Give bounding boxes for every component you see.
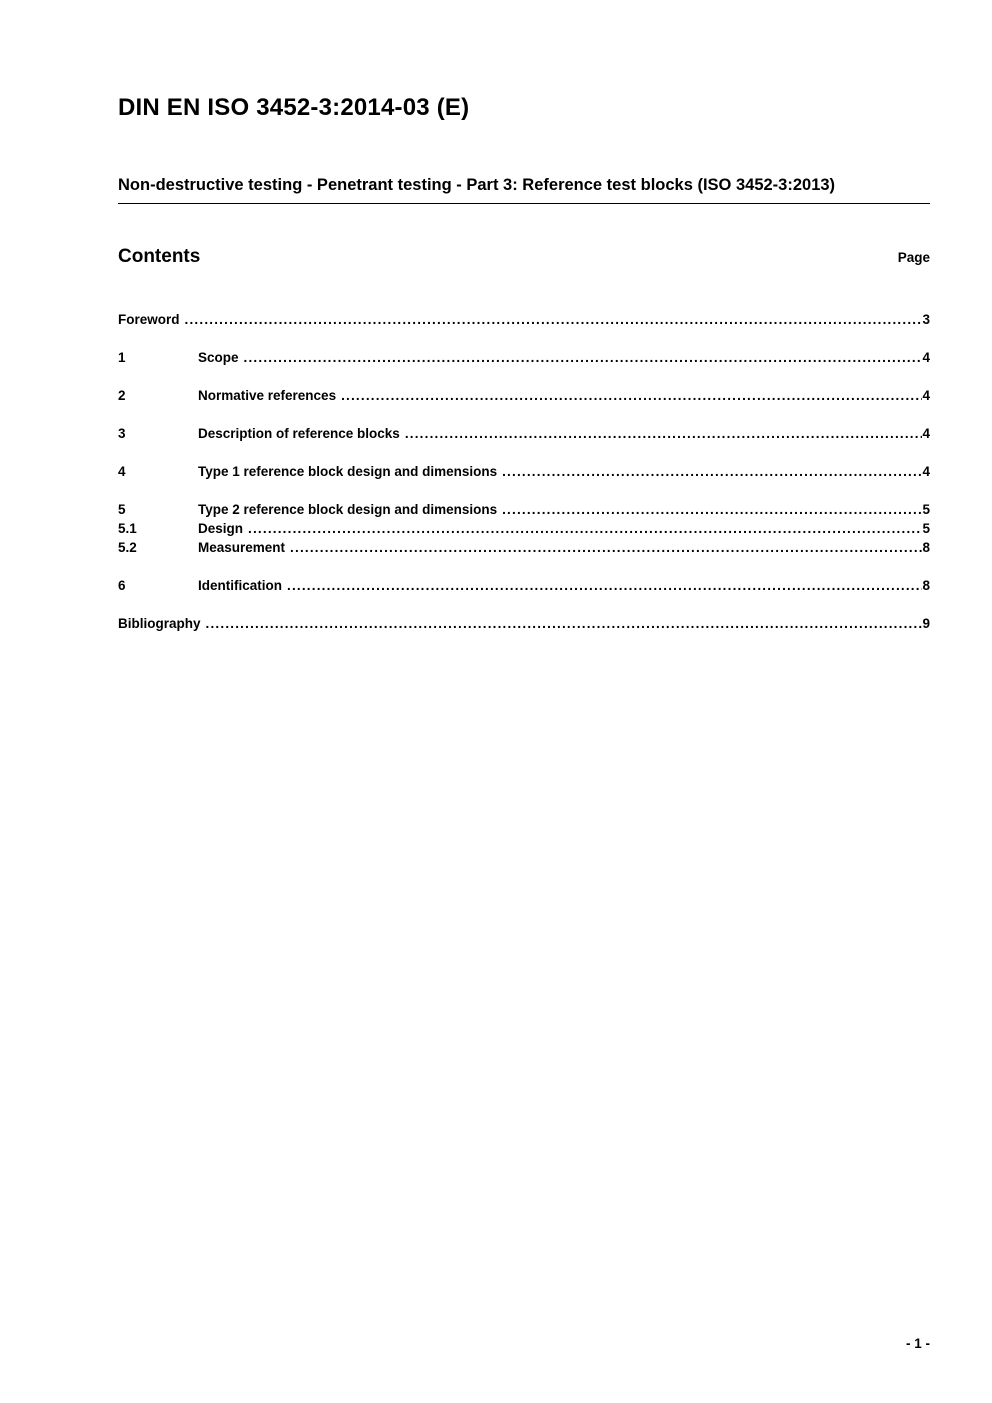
toc-leader-dots [206,614,923,633]
toc-entry-page: 4 [922,388,930,403]
toc-leader-dots [290,538,922,557]
toc-entry-page: 8 [922,578,930,593]
toc-entry-number: 1 [118,350,126,365]
toc-entry-title: Bibliography [118,616,201,631]
toc-entry [118,614,930,633]
toc-entry-number: 4 [118,464,126,479]
toc-entry-page: 4 [922,464,930,479]
toc-entry-number: 3 [118,426,126,441]
toc-entry [118,500,930,519]
toc-entry-number: 2 [118,388,126,403]
contents-heading: Contents [118,246,201,267]
toc-entry [118,424,930,443]
toc-entry [118,576,930,595]
toc-entry-title: Design [198,521,244,536]
toc-leader-dots [244,348,923,367]
toc-entry-page: 4 [922,350,930,365]
toc-entry-page: 3 [922,312,930,327]
page-number-footer: - 1 - [905,1336,930,1351]
toc-entry [118,310,930,329]
toc-leader-dots [502,462,922,481]
toc-entry-title: Identification [198,578,282,593]
toc-entry-title: Type 2 reference block design and dimensions [198,502,498,517]
toc-leader-dots [502,500,922,519]
page-content [118,0,930,633]
toc-leader-dots [405,424,923,443]
toc-entry [118,462,930,481]
contents-header [118,246,930,268]
title-rule [118,203,930,204]
toc-leader-dots [341,386,922,405]
toc-leader-dots [185,310,923,329]
document-title: Non-destructive testing - Penetrant testing - Part 3: Reference test blocks (ISO 3452-3:2013) [118,176,836,194]
toc-entry-page: 5 [922,502,930,517]
toc-entry-title: Measurement [198,540,286,555]
toc-entry [118,348,930,367]
toc-leader-dots [287,576,922,595]
toc-entry-title: Type 1 reference block design and dimensions [198,464,498,479]
toc-entry-title: Foreword [118,312,180,327]
page-column-label: Page [897,250,930,265]
toc-leader-dots [248,519,922,538]
toc-entry [118,519,930,538]
toc-entry-number: 5.2 [118,540,137,555]
toc-entry [118,386,930,405]
toc-entry-number: 5.1 [118,521,137,536]
toc-entry-number: 5 [118,502,126,517]
toc-entry-number: 6 [118,578,126,593]
toc-entry-title: Description of reference blocks [198,426,400,441]
toc-entry-title: Scope [198,350,239,365]
table-of-contents [118,310,930,633]
standard-designation: DIN EN ISO 3452-3:2014-03 (E) [118,94,470,121]
toc-entry-page: 5 [922,521,930,536]
toc-entry-page: 9 [922,616,930,631]
toc-entry [118,538,930,557]
toc-entry-page: 4 [922,426,930,441]
toc-entry-page: 8 [922,540,930,555]
toc-entry-title: Normative references [198,388,337,403]
